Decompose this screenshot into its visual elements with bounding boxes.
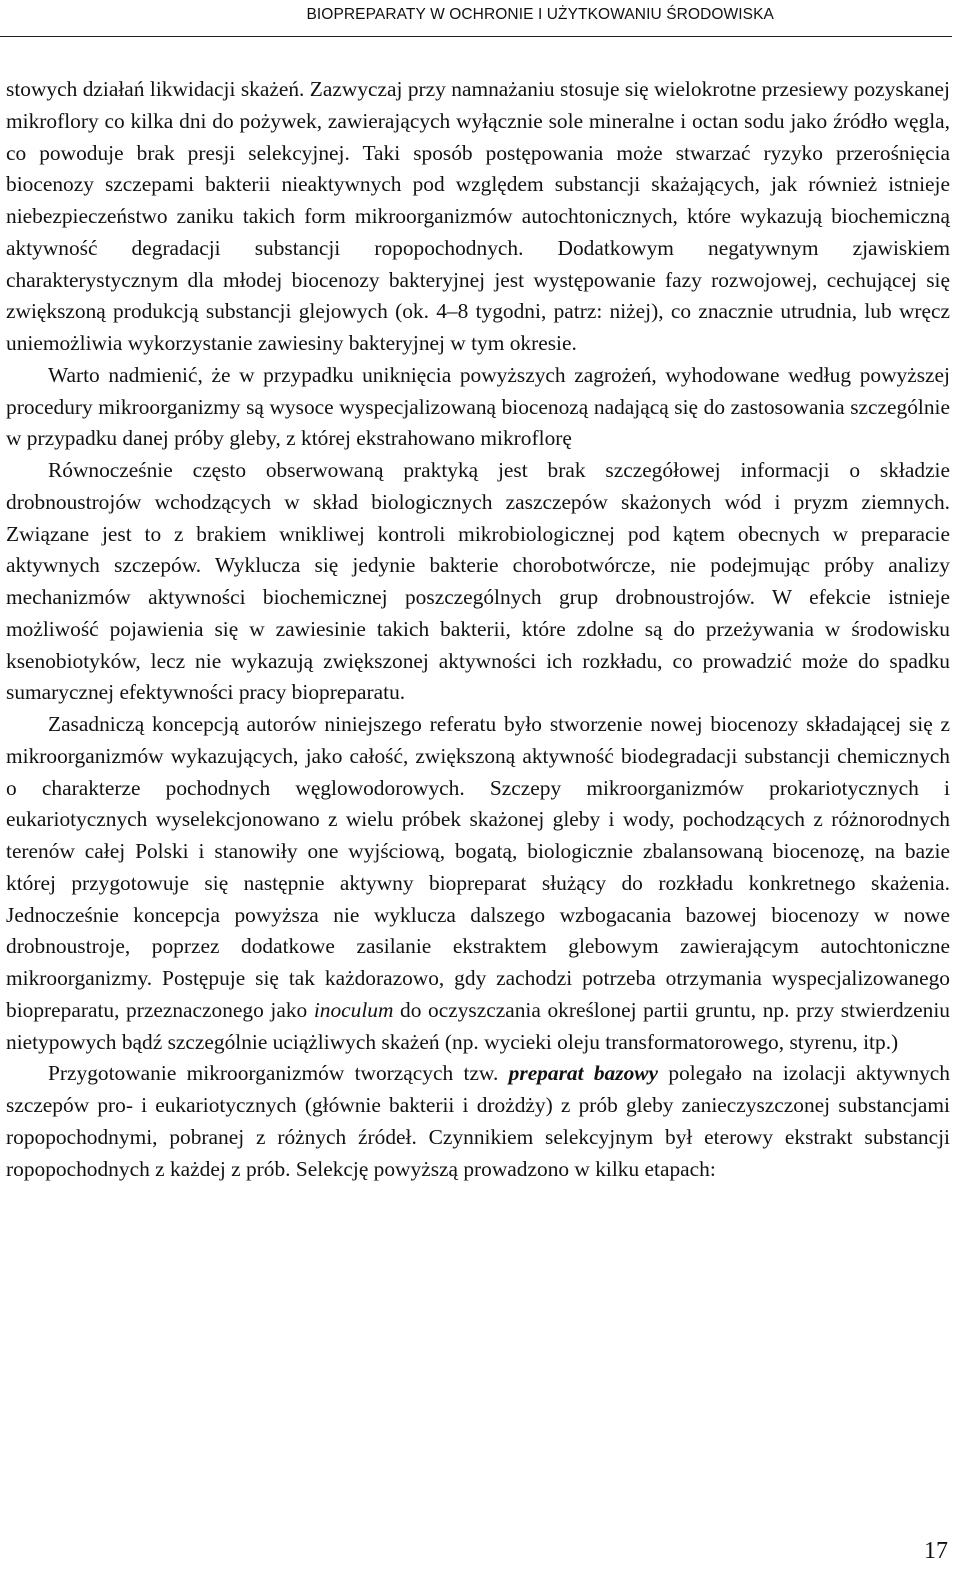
paragraph-5-text-a: Przygotowanie mikroorganizmów tworzących tzw. bbox=[48, 1061, 509, 1086]
paragraph-4-text-a: Zasadniczą koncepcją autorów niniejszego referatu było stworzenie nowej biocenozy składającej się z mikroorganizmów wykazujących, jako całość, zwiększoną aktywność biodegradacji substancji chemicznych o charakterze pochodnych węglowodorowych. Szczepy mikroorganizmów prokariotycznych i eukariotycznych wyselekcjonowano z wielu próbek skażonej gleby i wody, pochodzących z różnorodnych terenów całej Polski i stanowiły one wyjściową, bogatą, biologicznie zbalansowaną biocenozę, na bazie której przygotowuje się następnie aktywny biopreparat służący do rozkładu konkretnego skażenia. Jednocześnie koncepcja powyższa nie wyklucza dalszego wzbogacania bazowej biocenozy w nowe drobnoustroje, poprzez dodatkowe zasilanie ekstraktem glebowym zawierającym autochtoniczne mikroorganizmy. Postępuje się tak każdorazowo, gdy zachodzi potrzeba otrzymania wyspecjalizowanego biopreparatu, przeznaczonego jako bbox=[6, 712, 950, 1022]
paragraph-4-text-b: do oczyszczania określonej partii gruntu, np. przy stwierdzeniu nietypowych bądź szczególnie uciążliwych skażeń (np. wycieki oleju transformatorowego, styrenu, itp.) bbox=[6, 997, 950, 1054]
paragraph-5 bbox=[6, 1058, 950, 1185]
paragraph-4 bbox=[6, 709, 950, 1058]
running-header-title: BIOPREPARATY W OCHRONIE I UŻYTKOWANIU ŚRODOWISKA bbox=[306, 6, 774, 23]
running-header bbox=[0, 0, 952, 37]
paragraph-1: stowych działań likwidacji skażeń. Zazwyczaj przy namnażaniu stosuje się wielokrotne przesiewy pozyskanej mikroflory co kilka dni do pożywek, zawierających wyłącznie sole mineralne i octan sodu jako źródło węgla, co powoduje brak presji selekcyjnej. Taki sposób postępowania może stwarzać ryzyko przerośnięcia biocenozy szczepami bakterii nieaktywnych pod względem substancji skażających, jak również istnieje niebezpieczeństwo zaniku takich form mikroorganizmów autochtonicznych, które wykazują biochemiczną aktywność degradacji substancji ropopochodnych. Dodatkowym negatywnym zjawiskiem charakterystycznym dla młodej biocenozy bakteryjnej jest występowanie fazy rozwojowej, cechującej się zwiększoną produkcją substancji glejowych (ok. 4–8 tygodni, patrz: niżej), co znacznie utrudnia, lub wręcz uniemożliwia wykorzystanie zawiesiny bakteryjnej w tym okresie. bbox=[6, 77, 950, 355]
body-text bbox=[6, 74, 950, 1185]
preparat-bazowy-term: preparat bazowy bbox=[508, 1061, 659, 1086]
inoculum-term: inoculum bbox=[313, 997, 394, 1022]
page-number: 17 bbox=[924, 1538, 948, 1564]
paragraph-5-text-b: polegało na izolacji aktywnych szczepów pro- i eukariotycznych (głównie bakterii i drożdży) z prób gleby zanieczyszczonej substancjami ropopochodnymi, pobranej z różnych źródeł. Czynnikiem selekcyjnym był eterowy ekstrakt substancji ropopochodnych z każdej z prób. Selekcję powyższą prowadzono w kilku etapach: bbox=[6, 1061, 950, 1181]
paragraph-3: Równocześnie często obserwowaną praktyką jest brak szczegółowej informacji o składzie drobnoustrojów wchodzących w skład biologicznych zaszczepów skażonych wód i pryzm ziemnych. Związane jest to z brakiem wnikliwej kontroli mikrobiologicznej pod kątem obecnych w preparacie aktywnych szczepów. Wyklucza się jedynie bakterie chorobotwórcze, nie podejmując próby analizy mechanizmów aktywności biochemicznej poszczególnych grup drobnoustrojów. W efekcie istnieje możliwość pojawienia się w zawiesinie takich bakterii, które zdolne są do przeżywania w środowisku ksenobiotyków, lecz nie wykazują zwiększonej aktywności ich rozkładu, co prowadzić może do spadku sumarycznej efektywności pracy biopreparatu. bbox=[6, 458, 950, 705]
paragraph-2: Warto nadmienić, że w przypadku uniknięcia powyższych zagrożeń, wyhodowane według powyższej procedury mikroorganizmy są wysoce wyspecjalizowaną biocenozą nadającą się do zastosowania szczególnie w przypadku danej próby gleby, z której ekstrahowano mikroflorę bbox=[6, 362, 950, 451]
